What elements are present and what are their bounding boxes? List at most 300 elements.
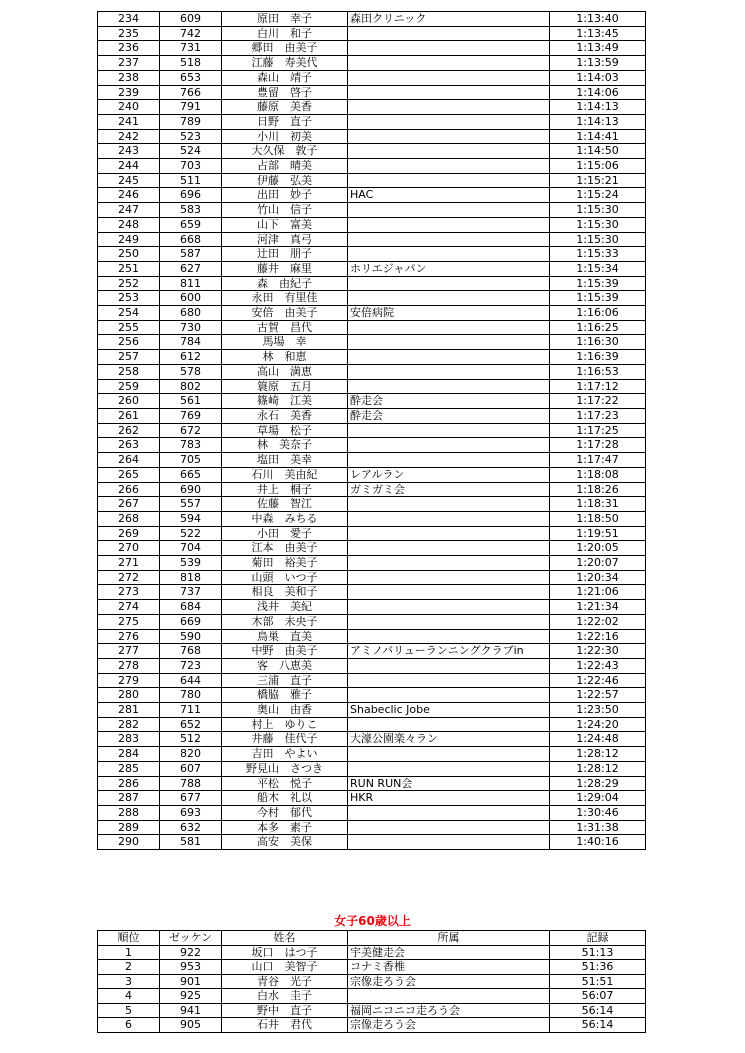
table-row — [98, 276, 646, 291]
rank-cell: 252 — [98, 276, 160, 291]
time-cell: 1:30:46 — [550, 805, 646, 820]
time-cell: 1:24:20 — [550, 717, 646, 732]
bib-cell: 561 — [160, 394, 222, 409]
time-cell: 1:14:13 — [550, 114, 646, 129]
name-cell: 相良 美和子 — [222, 585, 348, 600]
table-row — [98, 820, 646, 835]
affiliation-cell — [348, 570, 550, 585]
rank-cell: 258 — [98, 364, 160, 379]
name-cell: 日野 直子 — [222, 114, 348, 129]
rank-cell: 257 — [98, 350, 160, 365]
affiliation-cell — [348, 423, 550, 438]
rank-cell: 275 — [98, 614, 160, 629]
table-row — [98, 129, 646, 144]
affiliation-cell — [348, 511, 550, 526]
name-cell: 林 和恵 — [222, 350, 348, 365]
time-cell: 1:15:06 — [550, 159, 646, 174]
time-cell: 1:15:30 — [550, 217, 646, 232]
header-rank: 順位 — [98, 931, 160, 946]
time-cell: 1:16:06 — [550, 306, 646, 321]
rank-cell: 282 — [98, 717, 160, 732]
bib-cell: 730 — [160, 320, 222, 335]
name-cell: 河津 真弓 — [222, 232, 348, 247]
affiliation-cell: HKR — [348, 791, 550, 806]
table-row — [98, 114, 646, 129]
time-cell: 1:20:07 — [550, 556, 646, 571]
table-row — [98, 747, 646, 762]
rank-cell: 284 — [98, 747, 160, 762]
affiliation-cell: HAC — [348, 188, 550, 203]
name-cell: 奥山 由香 — [222, 703, 348, 718]
name-cell: 大久保 敦子 — [222, 144, 348, 159]
table-row — [98, 12, 646, 27]
bib-cell: 768 — [160, 644, 222, 659]
affiliation-cell: 森田クリニック — [348, 12, 550, 27]
time-cell: 51:36 — [550, 960, 646, 975]
rank-cell: 254 — [98, 306, 160, 321]
name-cell: 村上 ゆりこ — [222, 717, 348, 732]
affiliation-cell — [348, 26, 550, 41]
table-row — [98, 306, 646, 321]
bib-cell: 766 — [160, 85, 222, 100]
rank-cell: 287 — [98, 791, 160, 806]
rank-cell: 273 — [98, 585, 160, 600]
rank-cell: 250 — [98, 247, 160, 262]
table-row — [98, 791, 646, 806]
table-row — [98, 717, 646, 732]
affiliation-cell — [348, 585, 550, 600]
time-cell: 1:22:30 — [550, 644, 646, 659]
name-cell: 白水 圭子 — [222, 989, 348, 1004]
affiliation-cell — [348, 600, 550, 615]
rank-cell: 237 — [98, 56, 160, 71]
rank-cell: 265 — [98, 467, 160, 482]
affiliation-cell — [348, 673, 550, 688]
name-cell: 吉田 やよい — [222, 747, 348, 762]
affiliation-cell — [348, 541, 550, 556]
table-row — [98, 159, 646, 174]
table-row — [98, 703, 646, 718]
bib-cell: 512 — [160, 732, 222, 747]
table-row — [98, 261, 646, 276]
bib-cell: 693 — [160, 805, 222, 820]
rank-cell: 247 — [98, 203, 160, 218]
name-cell: 出田 妙子 — [222, 188, 348, 203]
affiliation-cell: 宗像走ろう会 — [348, 974, 550, 989]
bib-cell: 668 — [160, 232, 222, 247]
table-row — [98, 673, 646, 688]
name-cell: 高山 満恵 — [222, 364, 348, 379]
name-cell: 郷田 由美子 — [222, 41, 348, 56]
table-row — [98, 291, 646, 306]
name-cell: 小川 初美 — [222, 129, 348, 144]
bib-cell: 581 — [160, 835, 222, 850]
bib-cell: 652 — [160, 717, 222, 732]
affiliation-cell — [348, 989, 550, 1004]
name-cell: 江藤 寿美代 — [222, 56, 348, 71]
table-row — [98, 438, 646, 453]
name-cell: 伊藤 弘美 — [222, 173, 348, 188]
time-cell: 1:28:29 — [550, 776, 646, 791]
affiliation-cell — [348, 144, 550, 159]
rank-cell: 270 — [98, 541, 160, 556]
time-cell: 1:14:50 — [550, 144, 646, 159]
affiliation-cell — [348, 203, 550, 218]
table-row — [98, 482, 646, 497]
rank-cell: 267 — [98, 497, 160, 512]
bib-cell: 742 — [160, 26, 222, 41]
bib-cell: 644 — [160, 673, 222, 688]
bib-cell: 612 — [160, 350, 222, 365]
time-cell: 56:14 — [550, 1018, 646, 1033]
bib-cell: 677 — [160, 791, 222, 806]
affiliation-cell — [348, 291, 550, 306]
rank-cell: 245 — [98, 173, 160, 188]
name-cell: 中森 みちる — [222, 511, 348, 526]
name-cell: 永田 有里佳 — [222, 291, 348, 306]
affiliation-cell — [348, 41, 550, 56]
bib-cell: 653 — [160, 70, 222, 85]
affiliation-cell — [348, 129, 550, 144]
bib-cell: 820 — [160, 747, 222, 762]
table-row — [98, 188, 646, 203]
name-cell: 石井 君代 — [222, 1018, 348, 1033]
bib-cell: 583 — [160, 203, 222, 218]
time-cell: 1:21:06 — [550, 585, 646, 600]
bib-cell: 511 — [160, 173, 222, 188]
name-cell: 原田 幸子 — [222, 12, 348, 27]
name-cell: 客 八恵美 — [222, 658, 348, 673]
section-results-table — [97, 930, 646, 1033]
name-cell: 本多 素子 — [222, 820, 348, 835]
name-cell: 中野 由美子 — [222, 644, 348, 659]
rank-cell: 280 — [98, 688, 160, 703]
time-cell: 1:17:12 — [550, 379, 646, 394]
table-row — [98, 629, 646, 644]
bib-cell: 901 — [160, 974, 222, 989]
table-row — [98, 217, 646, 232]
name-cell: 井上 桐子 — [222, 482, 348, 497]
time-cell: 1:13:40 — [550, 12, 646, 27]
bib-cell: 659 — [160, 217, 222, 232]
name-cell: 古賀 昌代 — [222, 320, 348, 335]
time-cell: 1:13:59 — [550, 56, 646, 71]
time-cell: 1:17:23 — [550, 408, 646, 423]
name-cell: 馬場 幸 — [222, 335, 348, 350]
bib-cell: 690 — [160, 482, 222, 497]
results-table — [97, 11, 646, 850]
name-cell: 藤井 麻里 — [222, 261, 348, 276]
table-row — [98, 776, 646, 791]
bib-cell: 684 — [160, 600, 222, 615]
header-bib: ゼッケン — [160, 931, 222, 946]
name-cell: 高安 美保 — [222, 835, 348, 850]
affiliation-cell: Shabeclic Jobe — [348, 703, 550, 718]
time-cell: 1:18:50 — [550, 511, 646, 526]
time-cell: 1:15:34 — [550, 261, 646, 276]
table-row — [98, 835, 646, 850]
affiliation-cell: 宇美健走会 — [348, 945, 550, 960]
affiliation-cell — [348, 247, 550, 262]
name-cell: 永石 美香 — [222, 408, 348, 423]
affiliation-cell: 酔走会 — [348, 394, 550, 409]
affiliation-cell — [348, 56, 550, 71]
table-row — [98, 805, 646, 820]
time-cell: 1:16:30 — [550, 335, 646, 350]
table-row — [98, 320, 646, 335]
name-cell: 坂口 はつ子 — [222, 945, 348, 960]
bib-cell: 818 — [160, 570, 222, 585]
bib-cell: 802 — [160, 379, 222, 394]
table-row — [98, 408, 646, 423]
affiliation-cell — [348, 820, 550, 835]
time-cell: 1:22:43 — [550, 658, 646, 673]
rank-cell: 236 — [98, 41, 160, 56]
rank-cell: 288 — [98, 805, 160, 820]
time-cell: 1:28:12 — [550, 761, 646, 776]
name-cell: 江本 由美子 — [222, 541, 348, 556]
time-cell: 1:15:30 — [550, 232, 646, 247]
affiliation-cell: 大濠公園楽々ラン — [348, 732, 550, 747]
rank-cell: 248 — [98, 217, 160, 232]
rank-cell: 264 — [98, 453, 160, 468]
affiliation-cell — [348, 173, 550, 188]
name-cell: 山頭 いつ子 — [222, 570, 348, 585]
table-row — [98, 173, 646, 188]
header-affiliation: 所属 — [348, 931, 550, 946]
name-cell: 野見山 さつき — [222, 761, 348, 776]
time-cell: 1:17:28 — [550, 438, 646, 453]
rank-cell: 262 — [98, 423, 160, 438]
rank-cell: 263 — [98, 438, 160, 453]
bib-cell: 737 — [160, 585, 222, 600]
time-cell: 1:20:05 — [550, 541, 646, 556]
table-row — [98, 335, 646, 350]
time-cell: 1:19:51 — [550, 526, 646, 541]
time-cell: 1:15:21 — [550, 173, 646, 188]
time-cell: 56:14 — [550, 1003, 646, 1018]
table-row — [98, 364, 646, 379]
rank-cell: 283 — [98, 732, 160, 747]
rank-cell: 268 — [98, 511, 160, 526]
rank-cell: 279 — [98, 673, 160, 688]
affiliation-cell — [348, 438, 550, 453]
bib-cell: 905 — [160, 1018, 222, 1033]
rank-cell: 281 — [98, 703, 160, 718]
name-cell: 石川 美由紀 — [222, 467, 348, 482]
bib-cell: 788 — [160, 776, 222, 791]
table-row — [98, 56, 646, 71]
affiliation-cell — [348, 805, 550, 820]
rank-cell: 234 — [98, 12, 160, 27]
rank-cell: 235 — [98, 26, 160, 41]
bib-cell: 711 — [160, 703, 222, 718]
time-cell: 1:22:16 — [550, 629, 646, 644]
bib-cell: 523 — [160, 129, 222, 144]
time-cell: 1:15:24 — [550, 188, 646, 203]
time-cell: 1:18:08 — [550, 467, 646, 482]
time-cell: 56:07 — [550, 989, 646, 1004]
table-row — [98, 644, 646, 659]
bib-cell: 587 — [160, 247, 222, 262]
bib-cell: 590 — [160, 629, 222, 644]
table-row — [98, 989, 646, 1004]
name-cell: 占部 晴美 — [222, 159, 348, 174]
name-cell: 菊田 裕美子 — [222, 556, 348, 571]
name-cell: 竹山 信子 — [222, 203, 348, 218]
rank-cell: 285 — [98, 761, 160, 776]
affiliation-cell — [348, 100, 550, 115]
affiliation-cell: 安倍病院 — [348, 306, 550, 321]
affiliation-cell — [348, 350, 550, 365]
affiliation-cell — [348, 761, 550, 776]
affiliation-cell — [348, 614, 550, 629]
name-cell: 森山 靖子 — [222, 70, 348, 85]
time-cell: 1:13:45 — [550, 26, 646, 41]
rank-cell: 276 — [98, 629, 160, 644]
bib-cell: 791 — [160, 100, 222, 115]
table-row — [98, 541, 646, 556]
time-cell: 1:23:50 — [550, 703, 646, 718]
bib-cell: 703 — [160, 159, 222, 174]
affiliation-cell — [348, 629, 550, 644]
name-cell: 白川 和子 — [222, 26, 348, 41]
affiliation-cell: レアルラン — [348, 467, 550, 482]
bib-cell: 607 — [160, 761, 222, 776]
table-row — [98, 511, 646, 526]
table-row — [98, 570, 646, 585]
bib-cell: 518 — [160, 56, 222, 71]
rank-cell: 242 — [98, 129, 160, 144]
rank-cell: 261 — [98, 408, 160, 423]
time-cell: 1:22:02 — [550, 614, 646, 629]
affiliation-cell: 酔走会 — [348, 408, 550, 423]
time-cell: 1:16:53 — [550, 364, 646, 379]
name-cell: 船木 礼以 — [222, 791, 348, 806]
time-cell: 1:15:39 — [550, 276, 646, 291]
affiliation-cell — [348, 453, 550, 468]
name-cell: 安倍 由美子 — [222, 306, 348, 321]
table-row — [98, 600, 646, 615]
time-cell: 1:28:12 — [550, 747, 646, 762]
bib-cell: 925 — [160, 989, 222, 1004]
time-cell: 1:18:26 — [550, 482, 646, 497]
affiliation-cell: アミノバリューランニングクラブin — [348, 644, 550, 659]
bib-cell: 627 — [160, 261, 222, 276]
header-row — [98, 931, 646, 946]
table-row — [98, 423, 646, 438]
table-row — [98, 1003, 646, 1018]
name-cell: 橋脇 雅子 — [222, 688, 348, 703]
affiliation-cell: ホリエジャパン — [348, 261, 550, 276]
table-row — [98, 732, 646, 747]
time-cell: 1:14:41 — [550, 129, 646, 144]
rank-cell: 274 — [98, 600, 160, 615]
bib-cell: 594 — [160, 511, 222, 526]
table-row — [98, 585, 646, 600]
time-cell: 51:13 — [550, 945, 646, 960]
bib-cell: 811 — [160, 276, 222, 291]
rank-cell: 2 — [98, 960, 160, 975]
rank-cell: 4 — [98, 989, 160, 1004]
bib-cell: 557 — [160, 497, 222, 512]
table-row — [98, 379, 646, 394]
bib-cell: 665 — [160, 467, 222, 482]
bib-cell: 522 — [160, 526, 222, 541]
time-cell: 1:15:30 — [550, 203, 646, 218]
rank-cell: 259 — [98, 379, 160, 394]
name-cell: 簑原 五月 — [222, 379, 348, 394]
name-cell: 今村 郁代 — [222, 805, 348, 820]
table-row — [98, 144, 646, 159]
rank-cell: 255 — [98, 320, 160, 335]
bib-cell: 922 — [160, 945, 222, 960]
time-cell: 1:17:22 — [550, 394, 646, 409]
header-name: 姓名 — [222, 931, 348, 946]
time-cell: 1:29:04 — [550, 791, 646, 806]
affiliation-cell — [348, 320, 550, 335]
bib-cell: 941 — [160, 1003, 222, 1018]
time-cell: 1:15:39 — [550, 291, 646, 306]
time-cell: 1:20:34 — [550, 570, 646, 585]
bib-cell: 953 — [160, 960, 222, 975]
rank-cell: 5 — [98, 1003, 160, 1018]
affiliation-cell — [348, 379, 550, 394]
bib-cell: 680 — [160, 306, 222, 321]
table-row — [98, 761, 646, 776]
bib-cell: 609 — [160, 12, 222, 27]
rank-cell: 246 — [98, 188, 160, 203]
time-cell: 1:17:47 — [550, 453, 646, 468]
section-results-body — [98, 945, 646, 1032]
affiliation-cell: RUN RUN会 — [348, 776, 550, 791]
rank-cell: 238 — [98, 70, 160, 85]
table-row — [98, 85, 646, 100]
name-cell: 豊留 啓子 — [222, 85, 348, 100]
bib-cell: 723 — [160, 658, 222, 673]
bib-cell: 704 — [160, 541, 222, 556]
table-row — [98, 688, 646, 703]
table-row — [98, 1018, 646, 1033]
affiliation-cell — [348, 688, 550, 703]
table-row — [98, 497, 646, 512]
name-cell: 木部 未央子 — [222, 614, 348, 629]
bib-cell: 705 — [160, 453, 222, 468]
name-cell: 塩田 美幸 — [222, 453, 348, 468]
rank-cell: 240 — [98, 100, 160, 115]
time-cell: 1:40:16 — [550, 835, 646, 850]
name-cell: 森 由紀子 — [222, 276, 348, 291]
table-row — [98, 203, 646, 218]
name-cell: 青谷 光子 — [222, 974, 348, 989]
bib-cell: 669 — [160, 614, 222, 629]
table-row — [98, 70, 646, 85]
table-row — [98, 467, 646, 482]
affiliation-cell: 宗像走ろう会 — [348, 1018, 550, 1033]
table-row — [98, 526, 646, 541]
affiliation-cell — [348, 556, 550, 571]
rank-cell: 271 — [98, 556, 160, 571]
bib-cell: 784 — [160, 335, 222, 350]
name-cell: 篠崎 江美 — [222, 394, 348, 409]
rank-cell: 272 — [98, 570, 160, 585]
rank-cell: 3 — [98, 974, 160, 989]
results-table-body — [98, 12, 646, 850]
affiliation-cell — [348, 232, 550, 247]
name-cell: 辻田 朋子 — [222, 247, 348, 262]
affiliation-cell — [348, 70, 550, 85]
name-cell: 井藤 佳代子 — [222, 732, 348, 747]
